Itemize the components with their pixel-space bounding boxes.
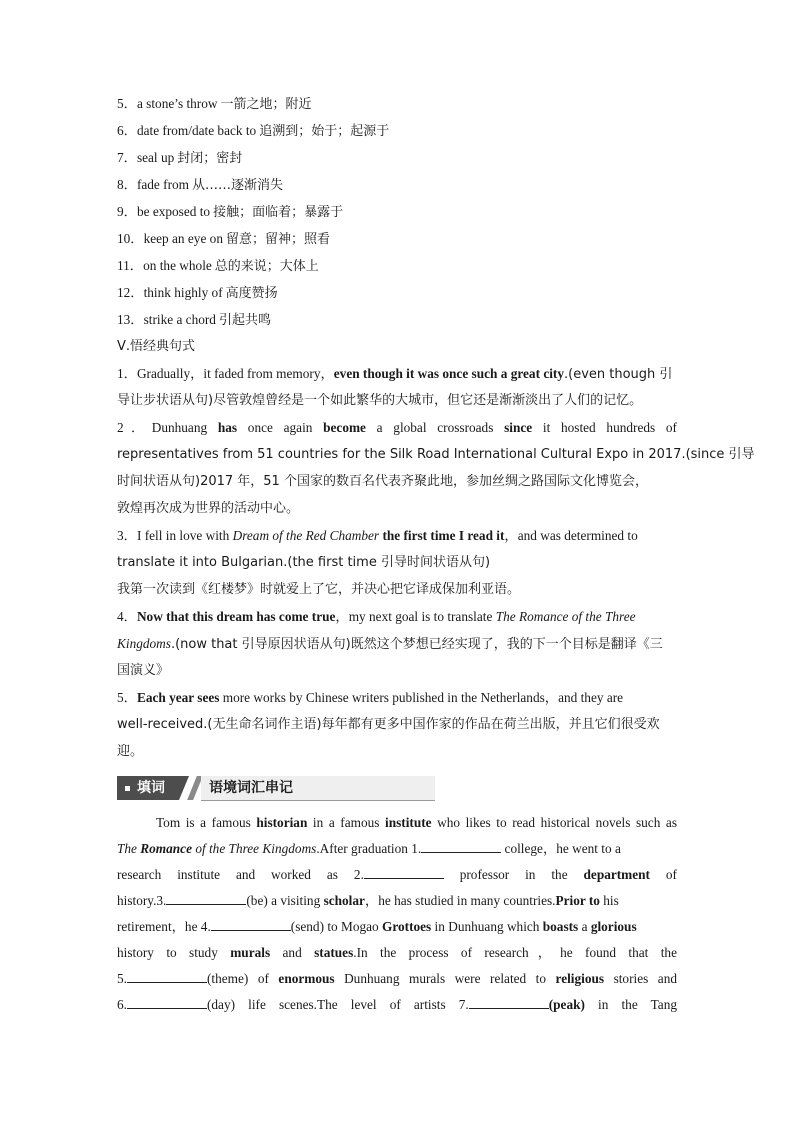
banner-title: 语境词汇串记	[201, 776, 435, 801]
sentence-5: 5．Each year sees more works by Chinese writers published in the Netherlands，and they are well-received.(无生命名词作主语)每年都有更多中国作家的作品在荷兰出版，并且它们很受欢 迎。	[117, 690, 660, 759]
phrase-item: 7．seal up 封闭；密封	[117, 150, 243, 166]
phrase-item: 9．be exposed to 接触；面临着；暴露于	[117, 204, 344, 220]
phrase-item: 6．date from/date back to 追溯到；始于；起源于	[117, 123, 390, 139]
answer-blank-3[interactable]	[166, 892, 246, 905]
sentence-3: 3．I fell in love with Dream of the Red Chamber the first time I read it，and was determined to translate it into Bulgarian.(the first time 引导时间状语从句) 我第一次读到《红楼梦》时就爱上了它，并决心把它译成保加利亚语。	[117, 528, 638, 597]
answer-blank-6[interactable]	[127, 996, 207, 1009]
answer-blank-2[interactable]	[364, 866, 444, 879]
answer-blank-4[interactable]	[211, 918, 291, 931]
phrase-item: 8．fade from 从……逐渐消失	[117, 177, 284, 193]
cloze-passage: Tom is a famous historian in a famous institute who likes to read historical novels such as The Romance of the Three Kingdoms.After graduation 1. college，he went to a research institute and worked as 2. professor in the department of history.3. (be) a visiting scholar，he has studied in many countries.Prior to his retirement，he 4. (send) to Mogao Grottoes in Dunhuang which boasts a glorious history to study murals and statues.In the process of research，he found that the 5. (theme) of enormous Dunhuang murals were related to religious stories and 6. (day) life scenes.The level of artists 7. (peak) in the Tang	[117, 815, 677, 1012]
square-bullet-icon	[125, 786, 130, 791]
section-banner	[117, 776, 435, 800]
sentence-1: 1．Gradually，it faded from memory，even though it was once such a great city.(even though 引 导让步状语从句)尽管敦煌曾经是一个如此繁华的大城市，但它还是渐渐淡出了人们的记忆。	[117, 366, 673, 408]
phrase-item: 12．think highly of 高度赞扬	[117, 285, 278, 301]
phrase-item: 5．a stone’s throw 一箭之地；附近	[117, 96, 312, 112]
phrase-item: 11．on the whole 总的来说；大体上	[117, 258, 319, 274]
section-title: Ⅴ.悟经典句式	[117, 339, 196, 354]
sentence-4: 4．Now that this dream has come true，my next goal is to translate The Romance of the Three Kingdoms.(now that 引导原因状语从句)既然这个梦想已经实现了，我的下一个目标是翻译《三 国演义》	[117, 609, 663, 678]
phrase-item: 10．keep an eye on 留意；留神；照看	[117, 231, 330, 247]
phrase-item: 13．strike a chord 引起共鸣	[117, 312, 271, 328]
answer-blank-7[interactable]	[469, 996, 549, 1009]
answer-blank-5[interactable]	[127, 970, 207, 983]
answer-blank-1[interactable]	[421, 840, 501, 853]
banner-tab: 填词	[117, 776, 179, 800]
sentence-2: 2．Dunhuang has once again become a global crossroads since it hosted hundreds of representatives from 51 countries for the Silk Road International Cultural Expo in 2017.(since 引导 时间状语从句)2017 年，51 个国家的数百名代表齐聚此地，参加丝绸之路国际文化博览会， 敦煌再次成为世界的活动中心。	[117, 420, 755, 516]
phrase-list	[117, 90, 677, 333]
document-body	[117, 90, 755, 765]
